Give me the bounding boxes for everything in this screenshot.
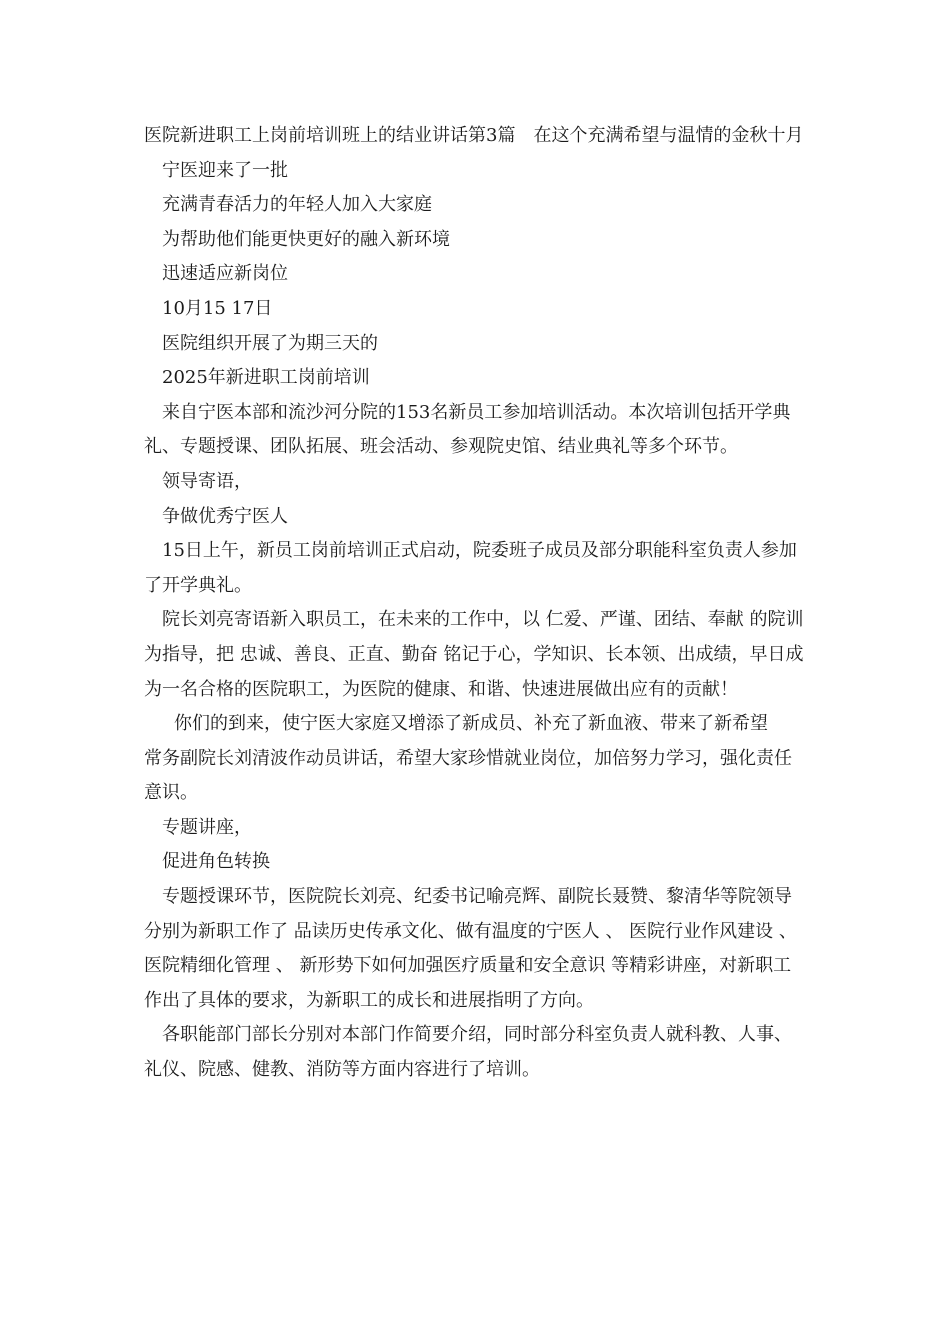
paragraph: 15日上午，新员工岗前培训正式启动，院委班子成员及部分职能科室负责人参加了开学典礼。 (144, 540, 797, 596)
paragraph: 宁医迎来了一批 (162, 159, 288, 181)
paragraph: 10月15 17日 (162, 297, 273, 319)
paragraph: 迅速适应新岗位 (162, 263, 288, 285)
paragraph: 争做优秀宁医人 (162, 505, 288, 527)
paragraph: 充满青春活力的年轻人加入大家庭 (162, 194, 432, 216)
paragraph: 常务副院长刘清波作动员讲话，希望大家珍惜就业岗位，加倍努力学习，强化责任意识。 (144, 747, 792, 804)
paragraph: 你们的到来，使宁医大家庭又增添了新成员、补充了新血液、带来了新希望 (174, 713, 768, 735)
paragraph: 专题讲座， (162, 816, 252, 838)
paragraph: 为帮助他们能更快更好的融入新环境 (162, 228, 450, 250)
paragraph: 2025年新进职工岗前培训 (162, 367, 370, 389)
document-body (144, 119, 809, 1088)
paragraph: 各职能部门部长分别对本部门作简要介绍，同时部分科室负责人就科教、人事、礼仪、院感、健教、消防等方面内容进行了培训。 (144, 1024, 792, 1081)
paragraph: 领导寄语， (162, 470, 252, 492)
paragraph: 促进角色转换 (162, 851, 270, 873)
paragraph: 来自宁医本部和流沙河分院的153名新员工参加培训活动。本次培训包括开学典礼、专题授课、团队拓展、班会活动、参观院史馆、结业典礼等多个环节。 (144, 401, 791, 458)
paragraph: 院长刘亮寄语新入职员工，在未来的工作中，以 仁爱、严谨、团结、奉献 的院训为指导，把 忠诚、善良、正直、勤奋 铭记于心，学知识、长本领、出成绩，早日成为一名合格的医院职工，为医院的健康、和谐、快速进展做出应有的贡献！ (144, 609, 804, 700)
paragraph: 医院新进职工上岗前培训班上的结业讲话第3篇 在这个充满希望与温情的金秋十月 (144, 125, 804, 146)
paragraph: 专题授课环节，医院院长刘亮、纪委书记喻亮辉、副院长聂赞、黎清华等院领导分别为新职工作了 品读历史传承文化、做有温度的宁医人 、 医院行业作风建设 、 医院精细化管理 、 新形势下如何加强医疗质量和安全意识 等精彩讲座，对新职工作出了具体的要求，为新职工的成长和进展指明了方向。 (144, 886, 797, 1011)
paragraph: 医院组织开展了为期三天的 (162, 332, 378, 354)
